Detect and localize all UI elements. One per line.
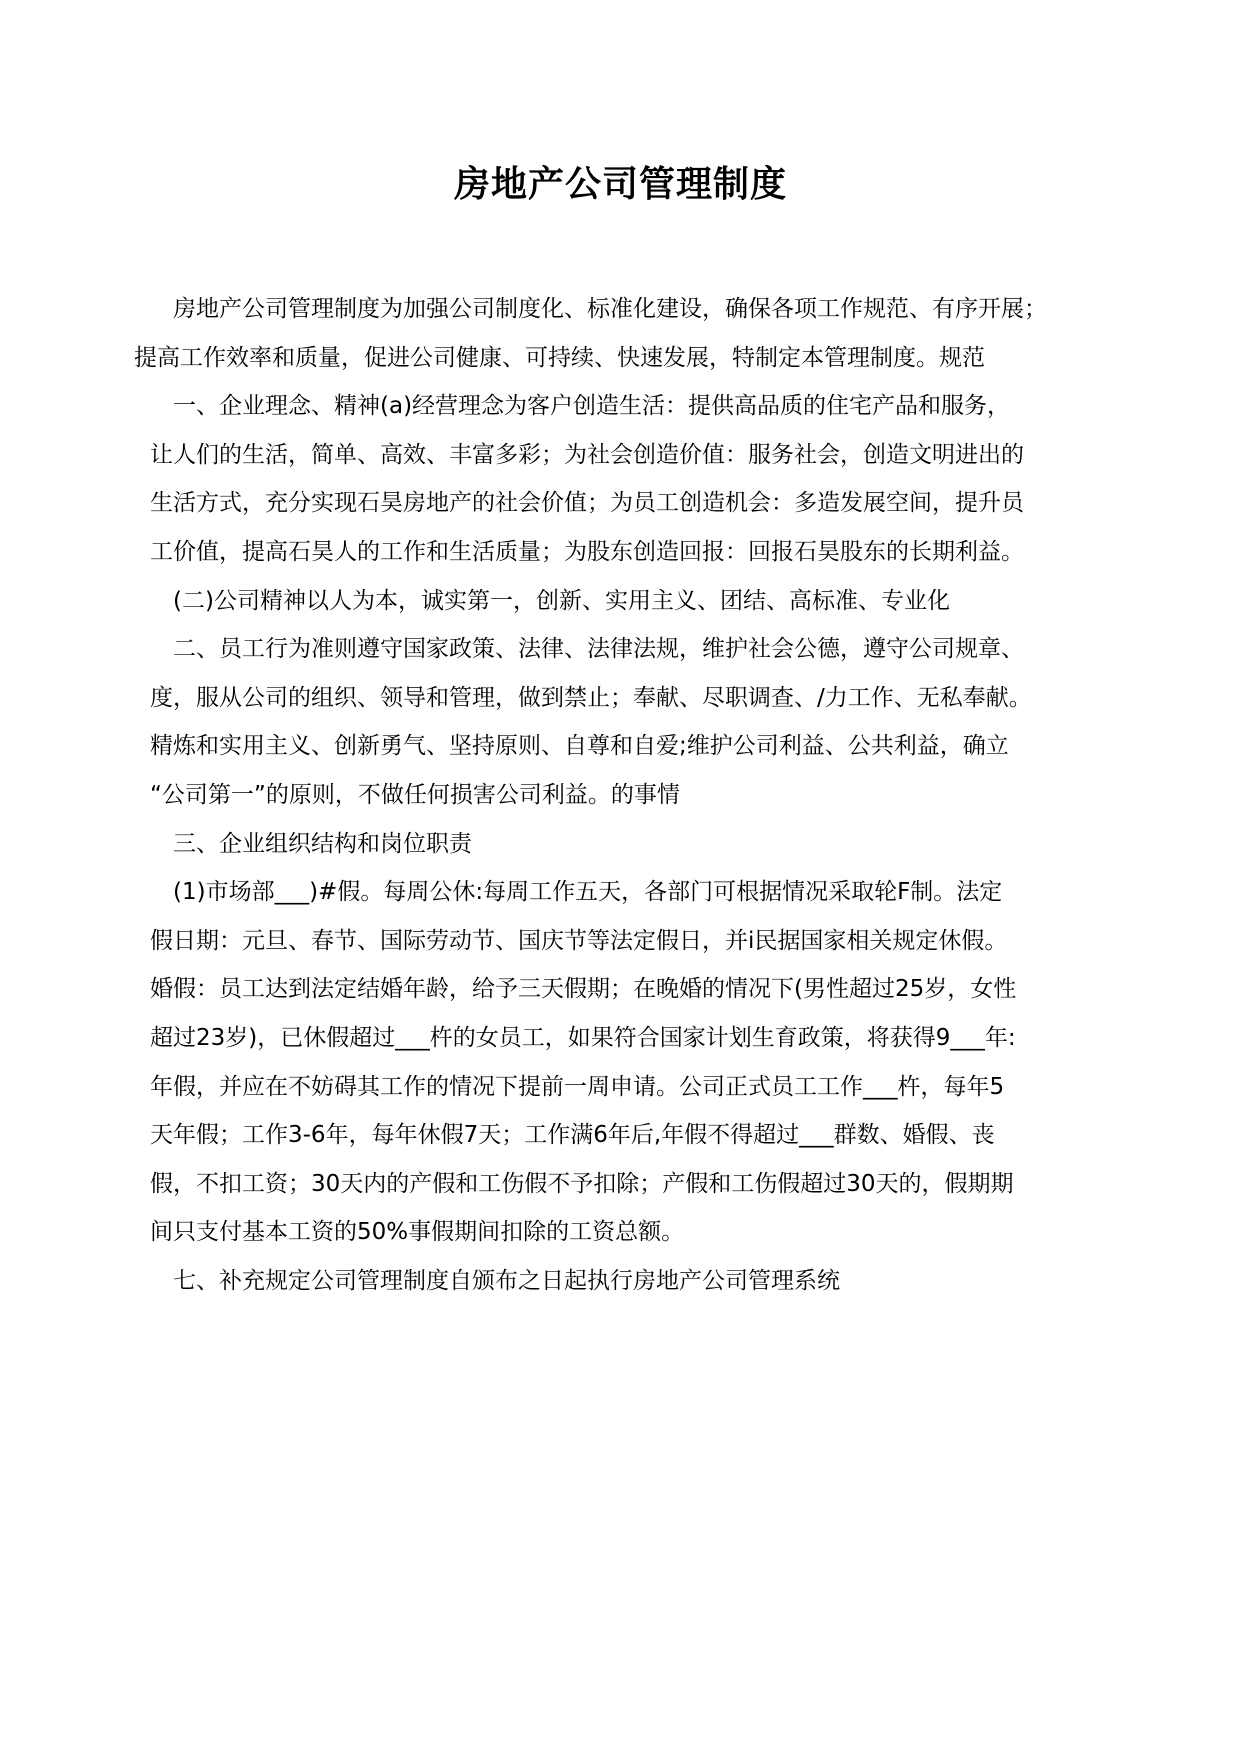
paragraph-line: 提高工作效率和质量，促进公司健康、可持续、快速发展，特制定本管理制度。规范 xyxy=(134,344,985,371)
paragraph-line: (1)市场部___)#假。每周公休:每周工作五天，各部门可根据情况采取轮F制。法定 xyxy=(173,879,1003,906)
paragraph-line: 生活方式，充分实现石昊房地产的社会价值；为员工创造机会：多造发展空间，提升员 xyxy=(150,490,1024,517)
document-title: 房地产公司管理制度 xyxy=(453,164,787,205)
paragraph-line: 假日期：元旦、春节、国际劳动节、国庆节等法定假日，并i民据国家相关规定休假。 xyxy=(150,927,1008,954)
paragraph-line: 天年假；工作3-6年，每年休假7天；工作满6年后,年假不得超过___群数、婚假、丧 xyxy=(150,1122,995,1149)
paragraph-line: 三、企业组织结构和岗位职责 xyxy=(173,830,472,857)
paragraph-line: 精炼和实用主义、创新勇气、坚持原则、自尊和自爱;维护公司利益、公共利益，确立 xyxy=(150,733,1009,760)
paragraph-line: 二、员工行为准则遵守国家政策、法律、法律法规，维护社会公德，遵守公司规章、 xyxy=(173,636,1024,663)
paragraph-line: 假，不扣工资；30天内的产假和工伤假不予扣除；产假和工伤假超过30天的，假期期 xyxy=(150,1170,1014,1197)
paragraph-line: 年假，并应在不妨碍其工作的情况下提前一周申请。公司正式员工工作___杵，每年5 xyxy=(150,1073,1005,1100)
paragraph-line: 让人们的生活，简单、高效、丰富多彩；为社会创造价值：服务社会，创造文明进出的 xyxy=(150,441,1024,468)
paragraph-line: 工价值，提高石昊人的工作和生活质量；为股东创造回报：回报石昊股东的长期利益。 xyxy=(150,538,1024,565)
paragraph-line: 超过23岁)，已休假超过___杵的女员工，如果符合国家计划生育政策，将获得9___年: xyxy=(150,1024,1016,1051)
paragraph-line: 间只支付基本工资的50%事假期间扣除的工资总额。 xyxy=(150,1219,685,1246)
paragraph-line: 度，服从公司的组织、领导和管理，做到禁止；奉献、尽职调查、/力工作、无私奉献。 xyxy=(150,684,1032,711)
paragraph-line: 房地产公司管理制度为加强公司制度化、标准化建设，确保各项工作规范、有序开展； xyxy=(173,296,1047,322)
paragraph-line: 婚假：员工达到法定结婚年龄，给予三天假期；在晚婚的情况下(男性超过25岁，女性 xyxy=(150,976,1017,1003)
paragraph-line: “公司第一”的原则，不做任何损害公司利益。的事情 xyxy=(150,781,680,808)
paragraph-line: 七、补充规定公司管理制度自颁布之日起执行房地产公司管理系统 xyxy=(173,1267,840,1294)
paragraph-line: 一、企业理念、精神(a)经营理念为客户创造生活：提供高品质的住宅产品和服务， xyxy=(173,393,1011,420)
document-body xyxy=(134,285,1100,1305)
paragraph-line: (二)公司精神以人为本，诚实第一，创新、实用主义、团结、高标准、专业化 xyxy=(173,587,950,614)
